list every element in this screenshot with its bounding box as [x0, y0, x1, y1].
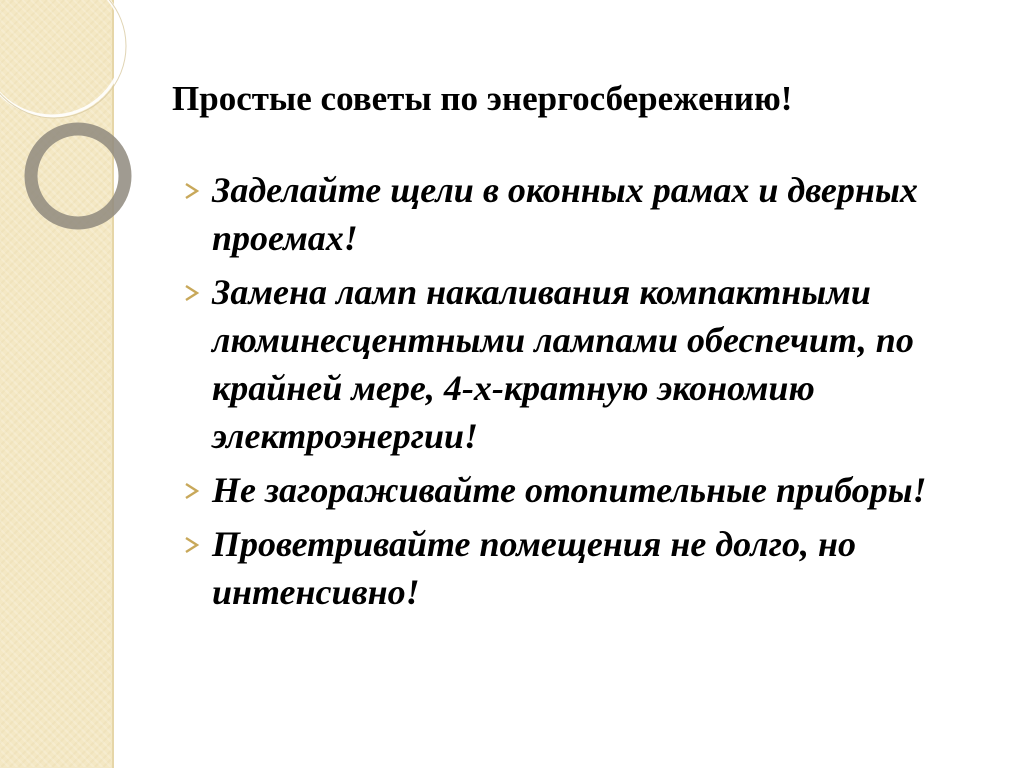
- tip-text: Не загораживайте отопительные приборы!: [212, 470, 927, 510]
- tip-item: [180, 466, 1000, 514]
- rings-decoration-icon: [0, 0, 160, 260]
- tips-list: [180, 166, 1000, 622]
- tip-item: [180, 268, 1000, 460]
- arrowhead-bullet-icon: [182, 481, 202, 501]
- tip-text: Замена ламп накаливания компактными люминесцентными лампами обеспечит, по крайней мере, 4-х-кратную экономию электроэнергии!: [212, 272, 914, 456]
- tip-text: Заделайте щели в оконных рамах и дверных проемах!: [212, 170, 918, 258]
- slide-title: Простые советы по энергосбережению!: [172, 79, 793, 118]
- arrowhead-bullet-icon: [182, 283, 202, 303]
- tip-item: [180, 520, 1000, 616]
- tip-text: Проветривайте помещения не долго, но интенсивно!: [212, 524, 857, 612]
- arrowhead-bullet-icon: [182, 535, 202, 555]
- arrowhead-bullet-icon: [182, 181, 202, 201]
- tip-item: [180, 166, 1000, 262]
